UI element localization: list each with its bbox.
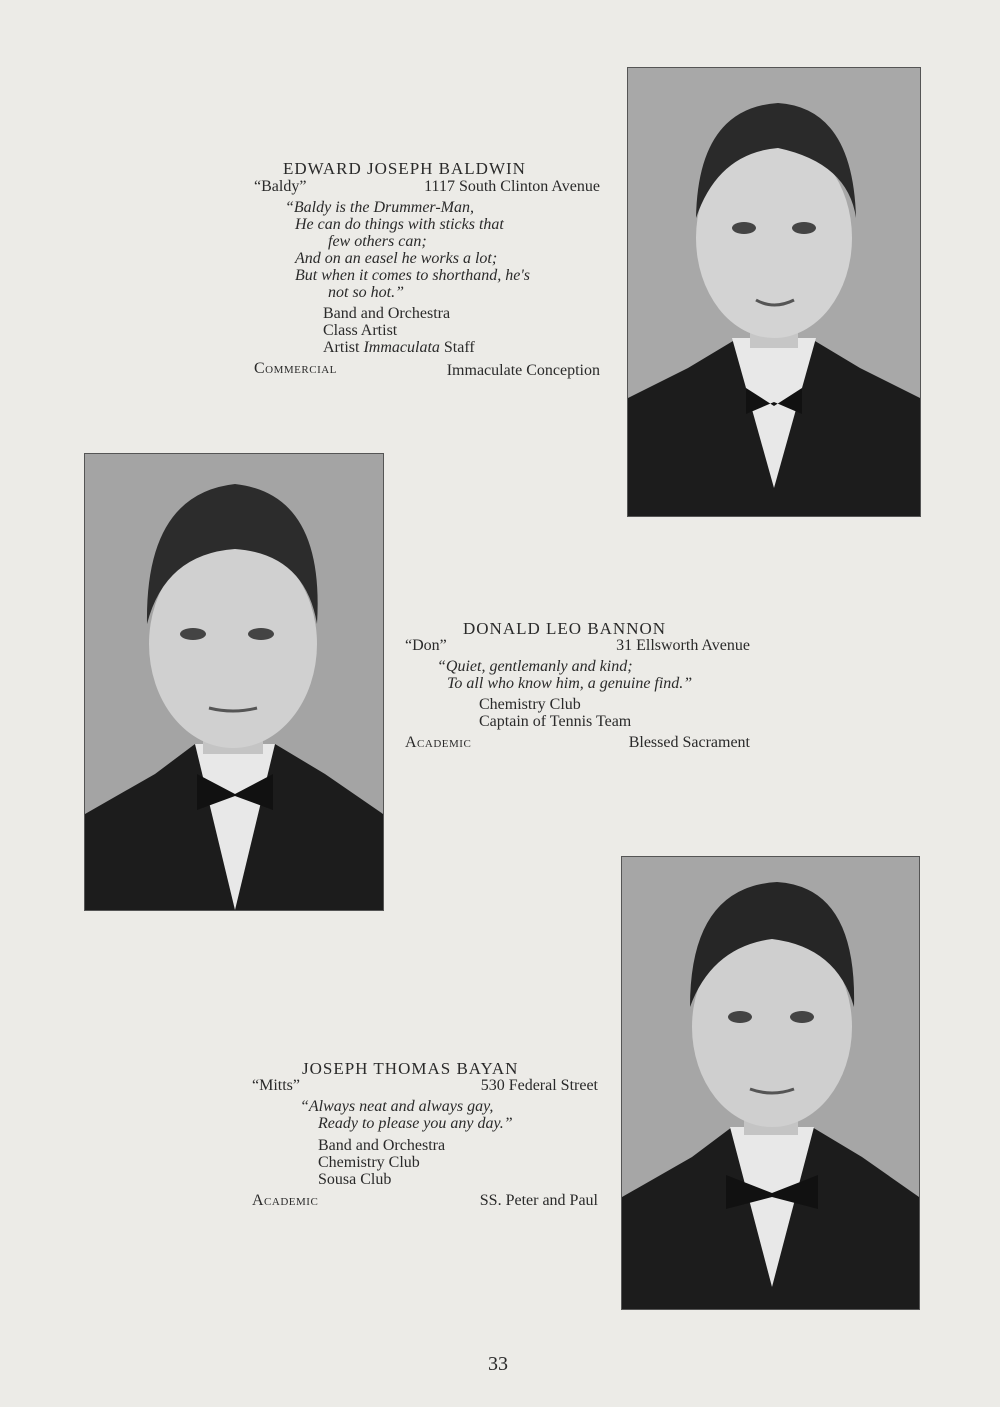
portrait-illustration bbox=[622, 857, 919, 1309]
course-label: Academic bbox=[252, 1192, 319, 1209]
student-name: DONALD LEO BANNON bbox=[463, 619, 667, 638]
student-address: 1117 South Clinton Avenue bbox=[424, 178, 600, 195]
parish-label: Immaculate Conception bbox=[446, 362, 600, 379]
quote-line: “Baldy is the Drummer-Man, bbox=[285, 199, 474, 216]
student-nickname: “Mitts” bbox=[252, 1077, 300, 1094]
activity-item bbox=[323, 339, 475, 356]
quote-line: “Always neat and always gay, bbox=[300, 1098, 494, 1115]
page-number: 33 bbox=[488, 1353, 508, 1375]
activity-item: Class Artist bbox=[323, 322, 398, 339]
activity-text: Artist bbox=[323, 339, 364, 356]
course-label: Academic bbox=[405, 734, 472, 751]
portrait-photo-bannon bbox=[84, 453, 384, 911]
parish-label: SS. Peter and Paul bbox=[479, 1192, 598, 1209]
course-label: Commercial bbox=[254, 360, 337, 377]
publication-title: Immaculata bbox=[363, 339, 440, 356]
activity-item: Band and Orchestra bbox=[323, 305, 451, 322]
portrait-photo-bayan bbox=[621, 856, 920, 1310]
student-name: JOSEPH THOMAS BAYAN bbox=[302, 1059, 519, 1078]
student-address: 530 Federal Street bbox=[480, 1077, 598, 1094]
quote-line: To all who know him, a genuine find.” bbox=[447, 675, 693, 692]
activity-text: Staff bbox=[439, 339, 475, 356]
activity-item: Chemistry Club bbox=[479, 696, 581, 713]
quote-line: “Quiet, gentlemanly and kind; bbox=[437, 658, 633, 675]
student-nickname: “Baldy” bbox=[254, 178, 307, 195]
quote-line: not so hot.” bbox=[328, 284, 405, 301]
student-name: EDWARD JOSEPH BALDWIN bbox=[283, 159, 526, 178]
portrait-illustration bbox=[85, 454, 383, 910]
activity-item: Chemistry Club bbox=[318, 1154, 420, 1171]
quote-line: And on an easel he works a lot; bbox=[295, 250, 498, 267]
activity-item: Captain of Tennis Team bbox=[479, 713, 632, 730]
portrait-illustration bbox=[628, 68, 920, 516]
student-address: 31 Ellsworth Avenue bbox=[616, 637, 750, 654]
activity-item: Band and Orchestra bbox=[318, 1137, 446, 1154]
quote-line: Ready to please you any day.” bbox=[318, 1115, 513, 1132]
activity-item: Sousa Club bbox=[318, 1171, 392, 1188]
portrait-photo-baldwin bbox=[627, 67, 921, 517]
parish-label: Blessed Sacrament bbox=[628, 734, 750, 751]
quote-line: But when it comes to shorthand, he's bbox=[295, 267, 530, 284]
quote-line: few others can; bbox=[328, 233, 427, 250]
student-nickname: “Don” bbox=[405, 637, 447, 654]
quote-line: He can do things with sticks that bbox=[295, 216, 504, 233]
